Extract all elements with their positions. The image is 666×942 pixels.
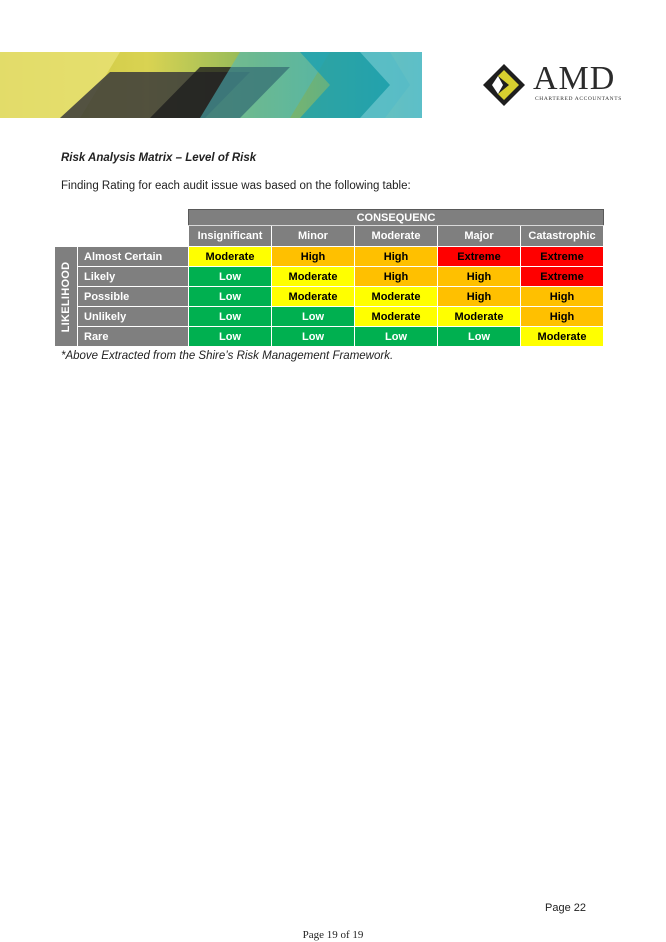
risk-cell: High <box>355 267 438 287</box>
row-header: Almost Certain <box>78 247 189 267</box>
risk-cell: High <box>355 247 438 267</box>
risk-cell: Low <box>438 327 521 347</box>
risk-cell: Moderate <box>521 327 604 347</box>
col-header: Insignificant <box>189 226 272 247</box>
col-header: Moderate <box>355 226 438 247</box>
risk-cell: Moderate <box>355 307 438 327</box>
risk-cell: Extreme <box>521 247 604 267</box>
page-number: Page 22 <box>545 902 586 914</box>
likelihood-header <box>55 247 78 347</box>
risk-cell: High <box>521 307 604 327</box>
row-header: Rare <box>78 327 189 347</box>
footnote: *Above Extracted from the Shire’s Risk Management Framework. <box>61 350 394 362</box>
risk-cell: Moderate <box>272 287 355 307</box>
risk-cell: Low <box>189 327 272 347</box>
risk-cell: Moderate <box>438 307 521 327</box>
table-row <box>55 267 604 287</box>
header-banner <box>0 52 422 118</box>
risk-cell: High <box>521 287 604 307</box>
risk-cell: High <box>438 287 521 307</box>
matrix-blank-corner-2 <box>55 226 189 247</box>
table-row <box>55 307 604 327</box>
logo-text: AMD <box>533 60 616 97</box>
likelihood-label: LIKELIHOOD <box>60 261 72 332</box>
risk-cell: Low <box>189 267 272 287</box>
risk-cell: High <box>272 247 355 267</box>
risk-cell: Moderate <box>189 247 272 267</box>
risk-cell: Low <box>272 327 355 347</box>
amd-logo <box>481 60 631 110</box>
page-of-total: Page 19 of 19 <box>302 929 364 941</box>
intro-text: Finding Rating for each audit issue was based on the following table: <box>61 180 411 192</box>
matrix-blank-corner <box>55 210 189 226</box>
risk-cell: High <box>438 267 521 287</box>
logo-subtitle: CHARTERED ACCOUNTANTS <box>535 96 622 102</box>
row-header: Possible <box>78 287 189 307</box>
col-header: Major <box>438 226 521 247</box>
risk-cell: Low <box>272 307 355 327</box>
risk-cell: Extreme <box>438 247 521 267</box>
section-title: Risk Analysis Matrix – Level of Risk <box>61 152 257 164</box>
risk-cell: Low <box>189 307 272 327</box>
col-header: Minor <box>272 226 355 247</box>
risk-cell: Moderate <box>272 267 355 287</box>
table-row <box>55 287 604 307</box>
risk-cell: Moderate <box>355 287 438 307</box>
row-header: Unlikely <box>78 307 189 327</box>
amd-logo-mark-icon <box>481 62 527 108</box>
table-row <box>55 327 604 347</box>
risk-cell: Low <box>189 287 272 307</box>
table-row <box>55 247 604 267</box>
col-header: Catastrophic <box>521 226 604 247</box>
risk-cell: Extreme <box>521 267 604 287</box>
risk-cell: Low <box>355 327 438 347</box>
consequence-header: CONSEQUENC <box>189 210 604 226</box>
risk-matrix-table <box>54 209 604 347</box>
row-header: Likely <box>78 267 189 287</box>
banner-graphic <box>0 52 422 118</box>
